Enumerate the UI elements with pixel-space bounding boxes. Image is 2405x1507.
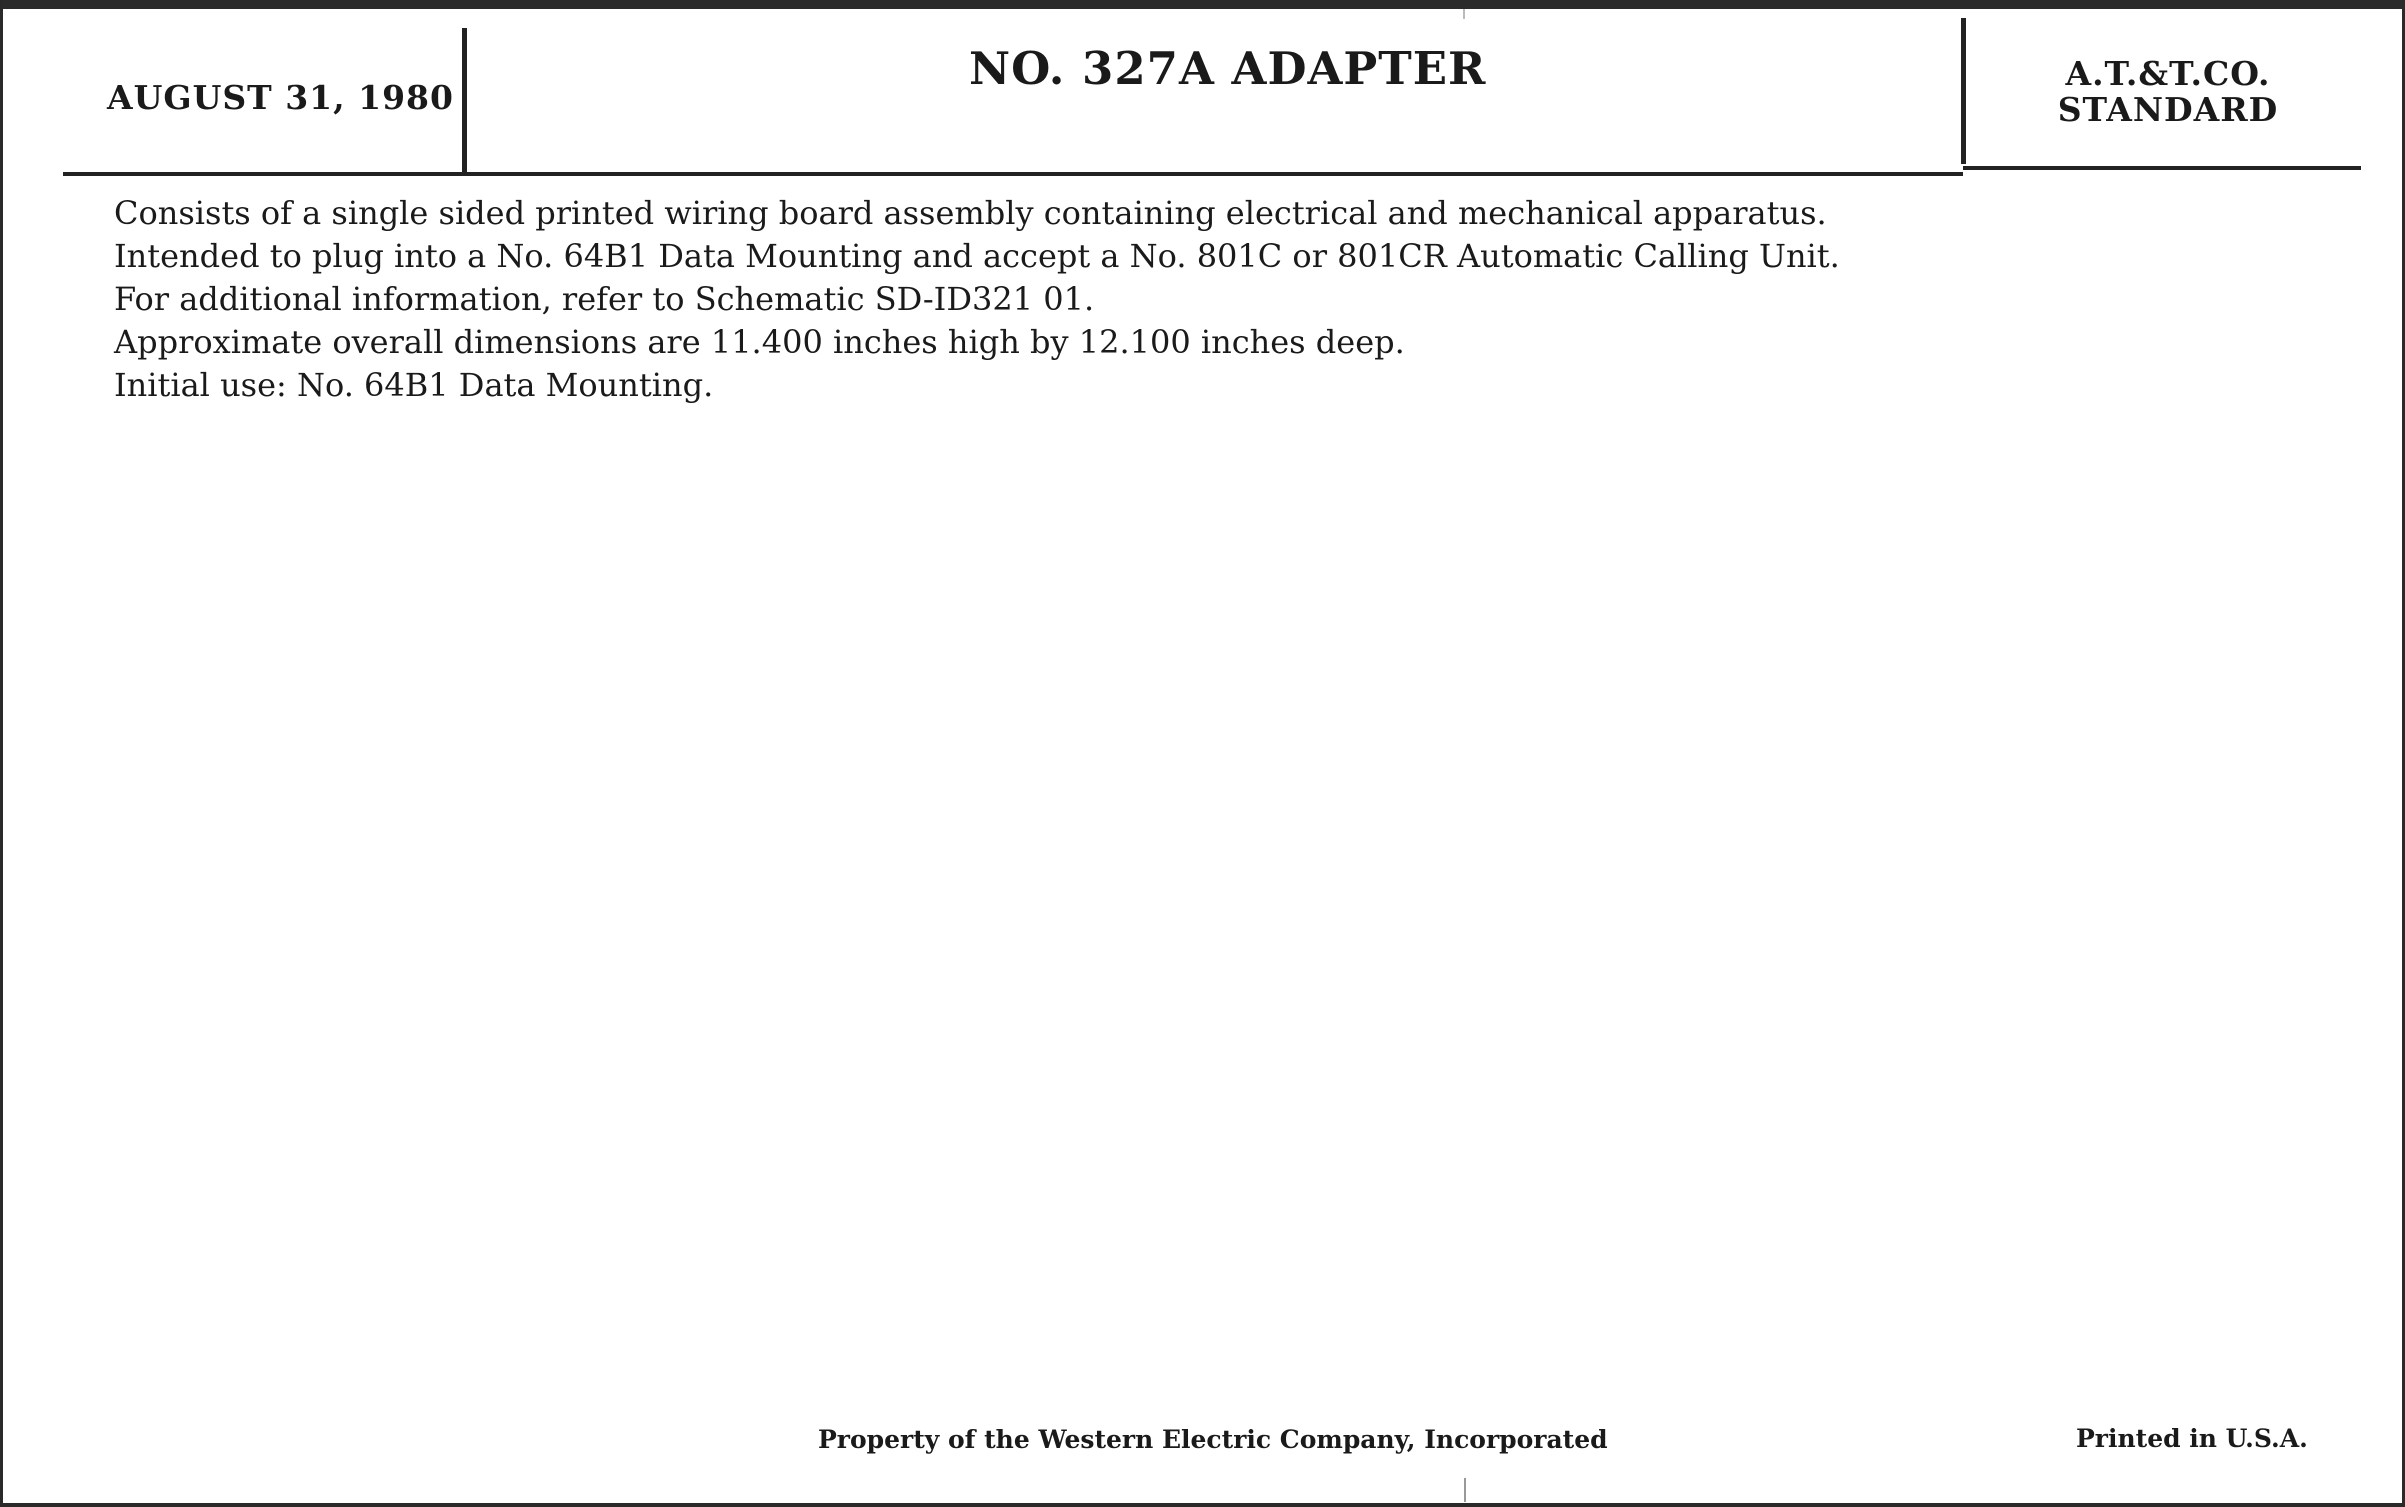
standard-line-1: A.T.&T.CO.: [2065, 54, 2271, 93]
description-line: Intended to plug into a No. 64B1 Data Mounting and accept a No. 801C or 801CR Automatic Calling Unit.: [114, 237, 1840, 275]
header-divider-right: [1961, 18, 1966, 164]
document-title: NO. 327A ADAPTER: [969, 42, 1487, 95]
registration-mark: [1463, 9, 1465, 19]
footer-property-notice: Property of the Western Electric Company, Incorporated: [818, 1425, 1608, 1454]
header-rule-right: [1963, 166, 2361, 170]
card-top-edge: [3, 0, 2405, 9]
description-line: Consists of a single sided printed wiring board assembly containing electrical and mechanical apparatus.: [114, 194, 1827, 232]
registration-mark-bottom: [1464, 1478, 1466, 1502]
description-line: For additional information, refer to Schematic SD-ID321 01.: [114, 280, 1095, 318]
description-line: Initial use: No. 64B1 Data Mounting.: [114, 366, 714, 404]
header-date: AUGUST 31, 1980: [107, 78, 454, 117]
footer-printed-notice: Printed in U.S.A.: [2076, 1424, 2308, 1453]
standard-line-2: STANDARD: [2057, 90, 2279, 129]
header-rule-left: [63, 172, 1963, 176]
standard-label: [2043, 56, 2293, 128]
description-body: [114, 192, 2214, 407]
header-divider-left: [462, 28, 467, 174]
description-line: Approximate overall dimensions are 11.400 inches high by 12.100 inches deep.: [114, 323, 1405, 361]
